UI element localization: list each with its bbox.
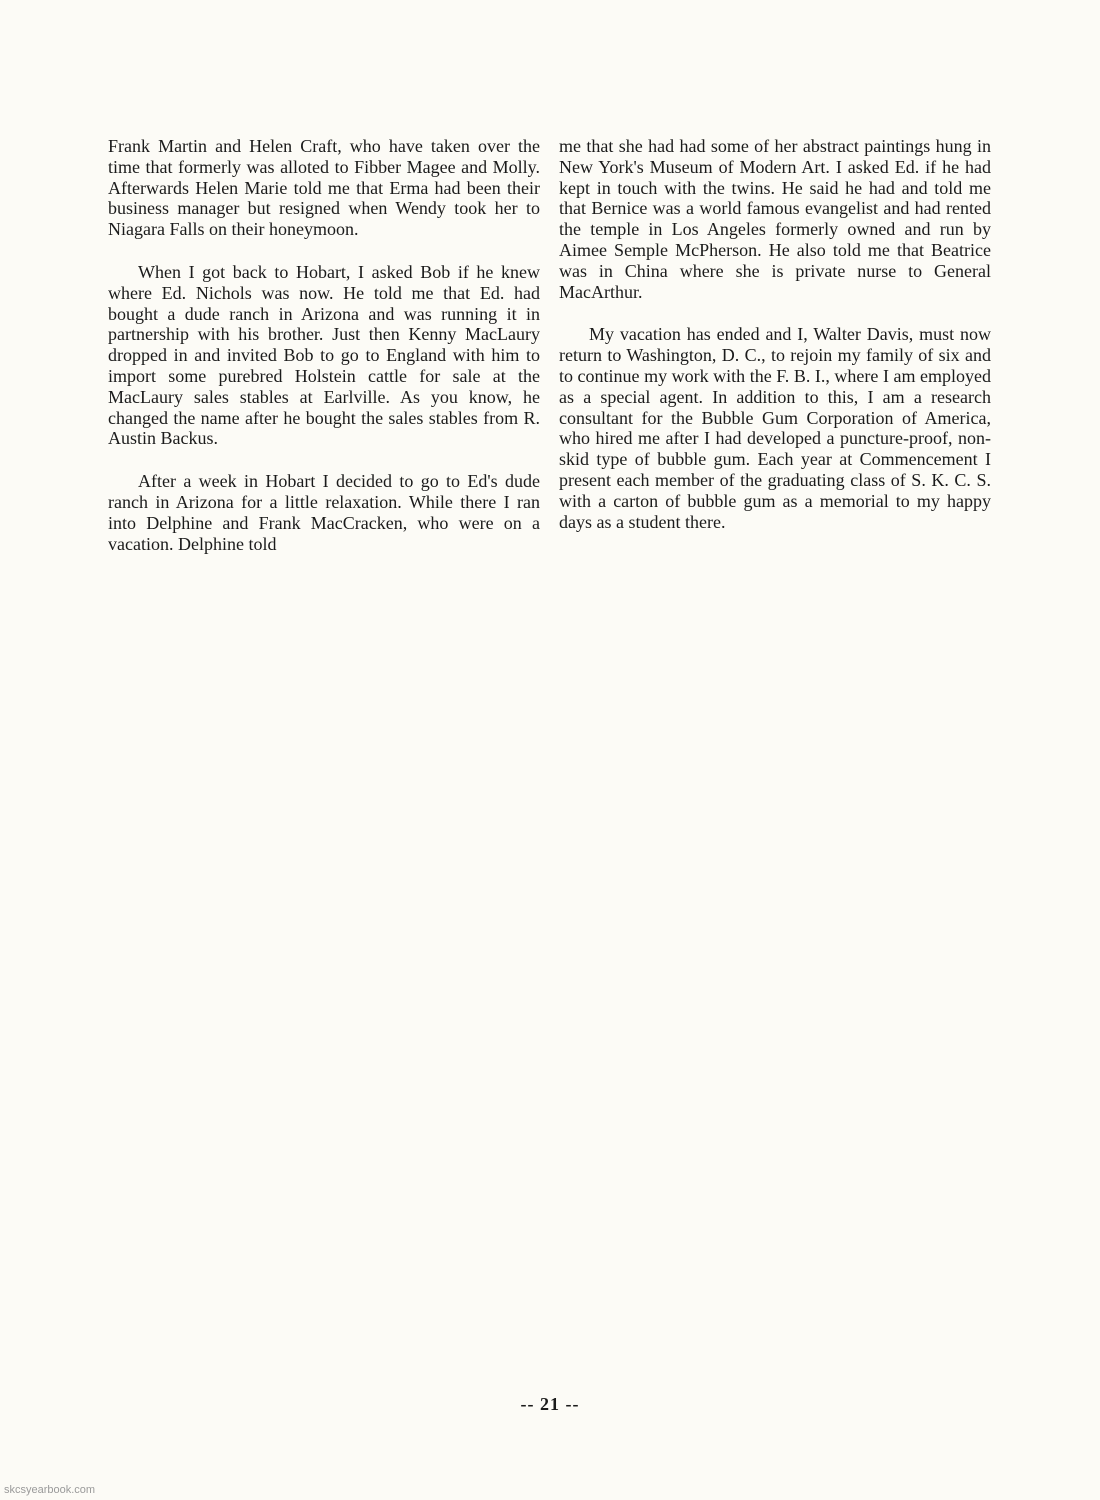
page-number: -- 21 --	[520, 1394, 580, 1414]
left-text-column	[108, 136, 540, 554]
paragraph-1: Frank Martin and Helen Craft, who have taken over the time that formerly was alloted to Fibber Magee and Molly. Afterwards Helen Marie told me that Erma had been their business manager but resigned when Wendy took her to Niagara Falls on their honeymoon.	[108, 136, 540, 240]
site-watermark: skcsyearbook.com	[4, 1484, 96, 1496]
paragraph-4: me that she had had some of her abstract paintings hung in New York's Museum of Modern Art. I asked Ed. if he had kept in touch with the twins. He said he had and told me that Bernice was a world famous evangelist and had rented the temple in Los Angeles formerly owned and run by Aimee Semple McPherson. He also told me that Beatrice was in China where she is private nurse to General MacArthur.	[559, 136, 991, 302]
right-text-column	[559, 136, 991, 532]
paragraph-5: My vacation has ended and I, Walter Davis, must now return to Washington, D. C., to rejoin my family of six and to continue my work with the F. B. I., where I am employed as a special agent. In addition to this, I am a research consultant for the Bubble Gum Corporation of America, who hired me after I had developed a puncture-proof, non-skid type of bubble gum. Each year at Commencement I present each member of the graduating class of S. K. C. S. with a carton of bubble gum as a memorial to my happy days as a student there.	[559, 324, 991, 532]
paragraph-2: When I got back to Hobart, I asked Bob if he knew where Ed. Nichols was now. He told me that Ed. had bought a dude ranch in Arizona and was running it in partnership with his brother. Just then Kenny MacLaury dropped in and invited Bob to go to England with him to import some purebred Holstein cattle for sale at the MacLaury sales stables at Earlville. As you know, he changed the name after he bought the sales stables from R. Austin Backus.	[108, 261, 540, 449]
paragraph-3: After a week in Hobart I decided to go to Ed's dude ranch in Arizona for a little relaxation. While there I ran into Delphine and Frank MacCracken, who were on a vacation. Delphine told	[108, 471, 540, 554]
